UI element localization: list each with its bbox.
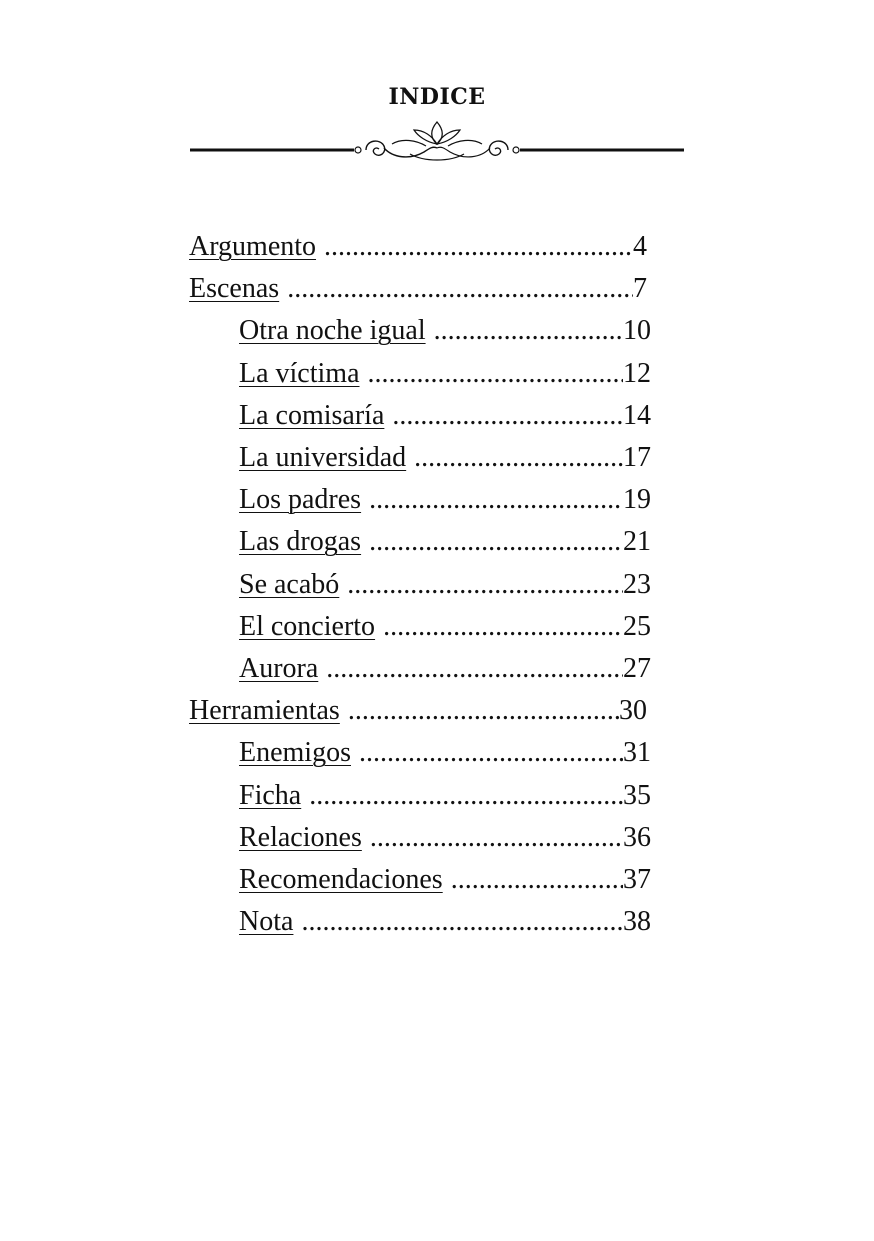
toc-link[interactable]: Ficha xyxy=(239,779,302,811)
toc-link[interactable]: Argumento xyxy=(189,231,317,262)
page-number: 37 xyxy=(623,864,651,895)
toc-link[interactable]: La comisaría xyxy=(239,399,385,431)
dot-leader xyxy=(318,650,623,688)
dot-leader xyxy=(361,523,623,561)
dot-leader xyxy=(339,566,623,604)
toc-entry xyxy=(239,566,651,608)
page-number: 4 xyxy=(633,231,647,262)
toc-link[interactable]: Enemigos xyxy=(239,737,351,769)
page-number: 23 xyxy=(623,568,651,600)
dot-leader xyxy=(384,397,623,435)
toc-link[interactable]: La universidad xyxy=(239,442,407,473)
flourish-divider-icon xyxy=(188,118,686,166)
dot-leader xyxy=(293,903,623,941)
page-number: 10 xyxy=(623,315,651,347)
page-number: 27 xyxy=(623,653,651,684)
page-number: 12 xyxy=(623,357,651,389)
dot-leader xyxy=(406,439,623,477)
dot-leader xyxy=(362,819,623,857)
page-number: 30 xyxy=(619,695,647,727)
toc-link[interactable]: La víctima xyxy=(239,357,360,389)
dot-leader xyxy=(301,777,623,815)
toc-entry xyxy=(239,861,651,903)
page-number: 38 xyxy=(623,906,651,938)
page-number: 14 xyxy=(623,399,651,431)
toc-link[interactable]: Herramientas xyxy=(189,695,340,727)
toc-link[interactable]: Recomendaciones xyxy=(239,864,443,895)
toc-entry xyxy=(239,312,651,354)
toc-link[interactable]: Relaciones xyxy=(239,821,362,853)
toc-entry xyxy=(239,355,651,397)
toc-entry xyxy=(239,734,651,776)
page-number: 35 xyxy=(623,779,651,811)
dot-leader xyxy=(340,692,619,730)
toc-link[interactable]: Otra noche igual xyxy=(239,315,426,347)
toc-entry xyxy=(189,270,647,312)
toc-link[interactable]: Escenas xyxy=(189,273,280,305)
page-number: 7 xyxy=(633,273,647,305)
page-number: 17 xyxy=(623,442,651,473)
toc-entry xyxy=(239,481,651,523)
dot-leader xyxy=(279,270,633,308)
dot-leader xyxy=(443,861,623,899)
dot-leader xyxy=(360,355,623,393)
toc-link[interactable]: Se acabó xyxy=(239,568,340,600)
page-title: INDICE xyxy=(388,84,486,110)
toc-link[interactable]: Los padres xyxy=(239,484,362,516)
dot-leader xyxy=(351,734,623,772)
page-number: 36 xyxy=(623,821,651,853)
toc-entry xyxy=(239,439,651,481)
toc-entry xyxy=(239,523,651,565)
toc-entry xyxy=(239,397,651,439)
page-number: 31 xyxy=(623,737,651,769)
dot-leader xyxy=(361,481,623,519)
toc-entry xyxy=(189,228,647,270)
toc-entry xyxy=(189,692,647,734)
toc-link[interactable]: Las drogas xyxy=(239,526,362,558)
page-number: 25 xyxy=(623,610,651,642)
toc-link[interactable]: Aurora xyxy=(239,653,319,684)
page-number: 19 xyxy=(623,484,651,516)
dot-leader xyxy=(375,608,623,646)
page-number: 21 xyxy=(623,526,651,558)
toc-link[interactable]: Nota xyxy=(239,906,294,938)
toc-entry xyxy=(239,608,651,650)
dot-leader xyxy=(316,228,633,266)
toc-entry xyxy=(239,819,651,861)
toc-entry xyxy=(239,903,651,945)
toc-entry xyxy=(239,650,651,692)
toc-entry xyxy=(239,777,651,819)
dot-leader xyxy=(426,312,623,350)
toc-link[interactable]: El concierto xyxy=(239,610,376,642)
